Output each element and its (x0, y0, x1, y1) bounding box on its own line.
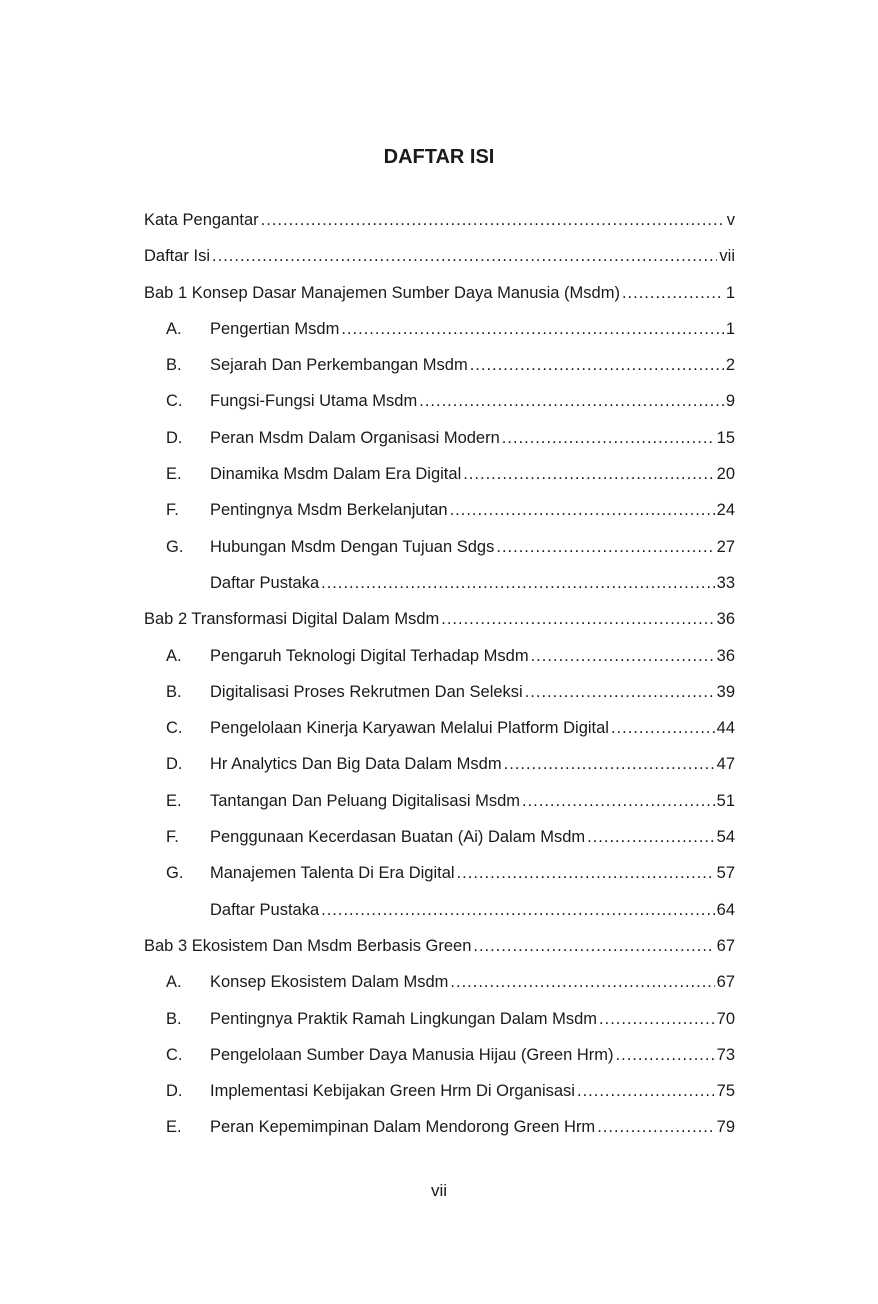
toc-entry-page: 70 (716, 1009, 735, 1028)
toc-entry-page: 47 (716, 755, 735, 774)
dot-leader (496, 529, 714, 565)
toc-entry-label: Peran Msdm Dalam Organisasi Modern (210, 428, 500, 447)
toc-entry (144, 202, 735, 238)
toc-entry-page: 9 (725, 392, 735, 411)
toc-entry-letter: C. (166, 1045, 183, 1064)
dot-leader (622, 275, 724, 311)
toc-entry (144, 783, 735, 819)
toc-entry (144, 492, 735, 528)
toc-entry (144, 601, 735, 637)
toc-entry-page: 36 (716, 646, 735, 665)
toc-entry (144, 311, 735, 347)
toc-entry (144, 1001, 735, 1037)
toc-entry-letter: D. (166, 1082, 183, 1101)
toc-entry-label: Daftar Pustaka (210, 900, 320, 919)
toc-entry (144, 529, 735, 565)
dot-leader (531, 638, 715, 674)
toc-entry-page: 75 (716, 1082, 735, 1101)
toc-entry-page: 57 (716, 864, 735, 883)
dot-leader (502, 420, 715, 456)
toc-entry-label: Hr Analytics Dan Big Data Dalam Msdm (210, 755, 502, 774)
dot-leader (450, 964, 714, 1000)
toc-entry (144, 964, 735, 1000)
toc-entry-label: Bab 1 Konsep Dasar Manajemen Sumber Daya Manusia (Msdm) (144, 283, 620, 302)
toc-entry-letter: E. (166, 791, 182, 810)
toc-entry-page: 67 (716, 973, 735, 992)
toc-entry-letter: F. (166, 501, 179, 520)
toc-entry-label: Penggunaan Kecerdasan Buatan (Ai) Dalam Msdm (210, 828, 586, 847)
toc-entry-label: Digitalisasi Proses Rekrutmen Dan Seleksi (210, 682, 523, 701)
dot-leader (450, 492, 715, 528)
dot-leader (321, 565, 715, 601)
toc-entry-page: 67 (716, 936, 735, 955)
toc-entry-label: Dinamika Msdm Dalam Era Digital (210, 465, 462, 484)
toc-entry-label: Pengelolaan Kinerja Karyawan Melalui Platform Digital (210, 719, 609, 738)
toc-entry (144, 1037, 735, 1073)
toc-entry-letter: G. (166, 537, 184, 556)
toc-entry-page: vii (719, 247, 735, 266)
toc-entry-letter: G. (166, 864, 184, 883)
toc-entry-label: Manajemen Talenta Di Era Digital (210, 864, 455, 883)
page-number: vii (430, 1181, 448, 1200)
toc-entry-page: 2 (725, 356, 735, 375)
toc-entry-letter: F. (166, 828, 179, 847)
dot-leader (419, 383, 724, 419)
toc-entry-label: Pengaruh Teknologi Digital Terhadap Msdm (210, 646, 529, 665)
dot-leader (616, 1037, 715, 1073)
toc-entry-label: Pentingnya Msdm Berkelanjutan (210, 501, 448, 520)
toc-entry-label: Daftar Pustaka (210, 573, 320, 592)
toc-entry-label: Sejarah Dan Perkembangan Msdm (210, 356, 468, 375)
toc-entry-label: Tantangan Dan Peluang Digitalisasi Msdm (210, 791, 521, 810)
dot-leader (341, 311, 724, 347)
toc-entry (144, 819, 735, 855)
dot-leader (321, 892, 715, 928)
toc-entry (144, 710, 735, 746)
toc-entry-page: 27 (716, 537, 735, 556)
toc-entry-letter: C. (166, 719, 183, 738)
toc-entry-letter: B. (166, 682, 182, 701)
toc-entry-page: 73 (716, 1045, 735, 1064)
dot-leader (611, 710, 715, 746)
dot-leader (587, 819, 715, 855)
toc-entry-page: 24 (716, 501, 735, 520)
toc-entry (144, 420, 735, 456)
toc-entry-label: Fungsi-Fungsi Utama Msdm (210, 392, 418, 411)
toc-entry-page: 1 (725, 283, 735, 302)
toc-entry-page: 51 (716, 791, 735, 810)
toc-entry-label: Implementasi Kebijakan Green Hrm Di Organisasi (210, 1082, 575, 1101)
dot-leader (525, 674, 715, 710)
toc-entry (144, 383, 735, 419)
toc-entry-label: Pengertian Msdm (210, 319, 340, 338)
toc-entry-letter: A. (166, 646, 182, 665)
toc-entry-letter: D. (166, 755, 183, 774)
toc-entry (144, 1109, 735, 1145)
dot-leader (504, 746, 715, 782)
toc-entry (144, 347, 735, 383)
toc-entry-label: Bab 2 Transformasi Digital Dalam Msdm (144, 610, 440, 629)
toc-entry-page: 39 (716, 682, 735, 701)
toc-entry (144, 674, 735, 710)
toc-entry (144, 1073, 735, 1109)
toc-entry-page: 54 (716, 828, 735, 847)
dot-leader (457, 855, 715, 891)
toc-entry (144, 456, 735, 492)
dot-leader (470, 347, 724, 383)
toc-entry-label: Daftar Isi (144, 247, 211, 266)
toc-entry-page: v (726, 211, 735, 229)
toc-entry-label: Kata Pengantar (144, 211, 259, 229)
toc-entry-page: 64 (716, 900, 735, 919)
dot-leader (441, 601, 714, 637)
toc-entry-label: Pentingnya Praktik Ramah Lingkungan Dalam Msdm (210, 1009, 598, 1028)
dot-leader (473, 928, 714, 964)
toc-entry-letter: E. (166, 465, 182, 484)
dot-leader (212, 238, 717, 274)
toc-entry (144, 565, 735, 601)
dot-leader (522, 783, 715, 819)
dot-leader (597, 1109, 714, 1145)
toc-entry (144, 238, 735, 274)
toc-entry (144, 746, 735, 782)
dot-leader (599, 1001, 715, 1037)
toc-entry (144, 928, 735, 964)
toc-entry-page: 36 (716, 610, 735, 629)
toc-entry-label: Bab 3 Ekosistem Dan Msdm Berbasis Green (144, 936, 472, 955)
dot-leader (261, 202, 725, 238)
toc-entry-page: 44 (716, 719, 735, 738)
toc-entry-label: Pengelolaan Sumber Daya Manusia Hijau (Green Hrm) (210, 1045, 614, 1064)
page-title: DAFTAR ISI (383, 146, 495, 168)
toc-entry (144, 275, 735, 311)
toc-entry (144, 855, 735, 891)
dot-leader (463, 456, 714, 492)
toc-entry-page: 20 (716, 465, 735, 484)
toc-entry-letter: C. (166, 392, 183, 411)
toc-entry (144, 892, 735, 928)
toc-entry-letter: A. (166, 319, 182, 338)
toc-entry-page: 79 (716, 1118, 735, 1137)
table-of-contents (144, 202, 735, 1146)
toc-entry-letter: A. (166, 973, 182, 992)
toc-entry-label: Hubungan Msdm Dengan Tujuan Sdgs (210, 537, 495, 556)
toc-entry-label: Peran Kepemimpinan Dalam Mendorong Green Hrm (210, 1118, 596, 1137)
toc-entry-letter: D. (166, 428, 183, 447)
toc-entry-page: 1 (725, 319, 735, 338)
toc-entry-letter: B. (166, 356, 182, 375)
toc-entry-letter: E. (166, 1118, 182, 1137)
toc-entry-page: 33 (716, 573, 735, 592)
toc-entry (144, 638, 735, 674)
toc-entry-page: 15 (716, 428, 735, 447)
dot-leader (577, 1073, 715, 1109)
toc-entry-letter: B. (166, 1009, 182, 1028)
toc-entry-label: Konsep Ekosistem Dalam Msdm (210, 973, 449, 992)
